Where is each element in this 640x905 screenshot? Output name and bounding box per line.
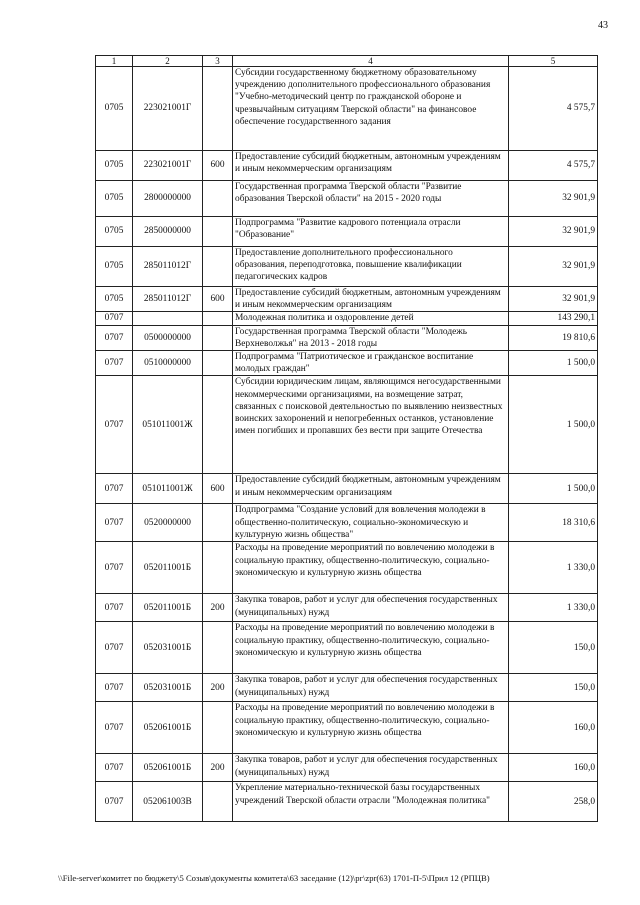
sum-cell: 32 901,9 bbox=[509, 287, 598, 312]
section-cell: 0707 bbox=[96, 351, 133, 376]
item-name-cell: Субсидии юридическим лицам, являющимся негосударственными некоммерческими организациями, на возмещение затрат, связанных с поисковой деятельностью по выявлению неизвестных воинских захоронений и непогребенных останков, установление имен погибших и пропавших без вести при защите Отечества bbox=[233, 376, 509, 474]
column-header-sum: 5 bbox=[509, 56, 598, 67]
table-row bbox=[96, 474, 598, 504]
column-header-expense-type: 3 bbox=[203, 56, 233, 67]
footer-file-path: \\File-server\комитет по бюджету\5 Созыв\документы комитета\63 заседание (12)\рг\zpr(63) 1701-П-5\Прил 12 (РПЦВ) bbox=[58, 873, 490, 883]
table-row bbox=[96, 67, 598, 151]
section-cell: 0707 bbox=[96, 674, 133, 702]
sum-cell: 1 500,0 bbox=[509, 376, 598, 474]
sum-cell: 32 901,9 bbox=[509, 181, 598, 217]
table-row bbox=[96, 754, 598, 782]
section-cell: 0707 bbox=[96, 754, 133, 782]
column-header-section: 1 bbox=[96, 56, 133, 67]
target-code-cell: 0500000000 bbox=[133, 325, 203, 350]
expense-type-cell bbox=[203, 702, 233, 754]
budget-table bbox=[95, 55, 598, 822]
target-code-cell: 051011001Ж bbox=[133, 376, 203, 474]
section-cell: 0705 bbox=[96, 247, 133, 287]
section-cell: 0707 bbox=[96, 474, 133, 504]
expense-type-cell: 200 bbox=[203, 594, 233, 622]
table-row bbox=[96, 217, 598, 247]
table-row bbox=[96, 674, 598, 702]
expense-type-cell bbox=[203, 504, 233, 542]
item-name-cell: Предоставление субсидий бюджетным, автономным учреждениям и иным некоммерческим организациям bbox=[233, 151, 509, 181]
table-row bbox=[96, 622, 598, 674]
item-name-cell: Подпрограмма "Создание условий для вовлечения молодежи в общественно-политическую, социально-экономическую и культурную жизнь общества" bbox=[233, 504, 509, 542]
target-code-cell: 052011001Б bbox=[133, 594, 203, 622]
sum-cell: 1 500,0 bbox=[509, 474, 598, 504]
table-row bbox=[96, 181, 598, 217]
expense-type-cell bbox=[203, 542, 233, 594]
sum-cell: 18 310,6 bbox=[509, 504, 598, 542]
target-code-cell: 052061001Б bbox=[133, 702, 203, 754]
table-row bbox=[96, 542, 598, 594]
section-cell: 0707 bbox=[96, 312, 133, 325]
sum-cell: 150,0 bbox=[509, 622, 598, 674]
expense-type-cell bbox=[203, 622, 233, 674]
sum-cell: 32 901,9 bbox=[509, 247, 598, 287]
target-code-cell: 052031001Б bbox=[133, 674, 203, 702]
expense-type-cell bbox=[203, 325, 233, 350]
section-cell: 0707 bbox=[96, 702, 133, 754]
target-code-cell: 2850000000 bbox=[133, 217, 203, 247]
item-name-cell: Предоставление субсидий бюджетным, автономным учреждениям и иным некоммерческим организациям bbox=[233, 474, 509, 504]
expense-type-cell bbox=[203, 247, 233, 287]
item-name-cell: Расходы на проведение мероприятий по вовлечению молодежи в социальную практику, общественно-политическую, социально-экономическую и культурную жизнь общества bbox=[233, 622, 509, 674]
expense-type-cell bbox=[203, 181, 233, 217]
target-code-cell: 2800000000 bbox=[133, 181, 203, 217]
sum-cell: 4 575,7 bbox=[509, 67, 598, 151]
section-cell: 0705 bbox=[96, 287, 133, 312]
target-code-cell: 223021001Г bbox=[133, 151, 203, 181]
section-cell: 0705 bbox=[96, 67, 133, 151]
sum-cell: 160,0 bbox=[509, 754, 598, 782]
sum-cell: 4 575,7 bbox=[509, 151, 598, 181]
item-name-cell: Предоставление субсидий бюджетным, автономным учреждениям и иным некоммерческим организациям bbox=[233, 287, 509, 312]
item-name-cell: Закупка товаров, работ и услуг для обеспечения государственных (муниципальных) нужд bbox=[233, 594, 509, 622]
section-cell: 0705 bbox=[96, 217, 133, 247]
item-name-cell: Закупка товаров, работ и услуг для обеспечения государственных (муниципальных) нужд bbox=[233, 754, 509, 782]
table-row bbox=[96, 151, 598, 181]
item-name-cell: Подпрограмма "Развитие кадрового потенциала отрасли "Образование" bbox=[233, 217, 509, 247]
item-name-cell: Расходы на проведение мероприятий по вовлечению молодежи в социальную практику, общественно-политическую, социально-экономическую и культурную жизнь общества bbox=[233, 542, 509, 594]
expense-type-cell: 200 bbox=[203, 754, 233, 782]
expense-type-cell bbox=[203, 67, 233, 151]
section-cell: 0707 bbox=[96, 504, 133, 542]
sum-cell: 143 290,1 bbox=[509, 312, 598, 325]
table-row bbox=[96, 504, 598, 542]
column-header-name: 4 bbox=[233, 56, 509, 67]
table-row bbox=[96, 325, 598, 350]
section-cell: 0707 bbox=[96, 782, 133, 822]
column-header-code: 2 bbox=[133, 56, 203, 67]
target-code-cell: 285011012Г bbox=[133, 247, 203, 287]
target-code-cell: 052011001Б bbox=[133, 542, 203, 594]
sum-cell: 1 500,0 bbox=[509, 351, 598, 376]
table-header-row bbox=[96, 56, 598, 67]
table-row bbox=[96, 287, 598, 312]
item-name-cell: Расходы на проведение мероприятий по вовлечению молодежи в социальную практику, общественно-политическую, социально-экономическую и культурную жизнь общества bbox=[233, 702, 509, 754]
item-name-cell: Укрепление материально-технической базы государственных учреждений Тверской области отрасли "Молодежная политика" bbox=[233, 782, 509, 822]
section-cell: 0707 bbox=[96, 594, 133, 622]
item-name-cell: Субсидии государственному бюджетному образовательному учреждению дополнительного профессионального образования "Учебно-методический центр по гражданской обороне и чрезвычайным ситуациям Тверской области" на финансовое обеспечение государственного задания bbox=[233, 67, 509, 151]
table-row bbox=[96, 594, 598, 622]
target-code-cell: 223021001Г bbox=[133, 67, 203, 151]
item-name-cell: Предоставление дополнительного профессионального образования, переподготовка, повышение квалификации педагогических кадров bbox=[233, 247, 509, 287]
table-row bbox=[96, 312, 598, 325]
expense-type-cell: 200 bbox=[203, 674, 233, 702]
target-code-cell: 0510000000 bbox=[133, 351, 203, 376]
target-code-cell: 052031001Б bbox=[133, 622, 203, 674]
target-code-cell bbox=[133, 312, 203, 325]
sum-cell: 1 330,0 bbox=[509, 542, 598, 594]
table-row bbox=[96, 376, 598, 474]
section-cell: 0707 bbox=[96, 376, 133, 474]
sum-cell: 160,0 bbox=[509, 702, 598, 754]
target-code-cell: 0520000000 bbox=[133, 504, 203, 542]
item-name-cell: Молодежная политика и оздоровление детей bbox=[233, 312, 509, 325]
section-cell: 0707 bbox=[96, 325, 133, 350]
sum-cell: 32 901,9 bbox=[509, 217, 598, 247]
target-code-cell: 052061003В bbox=[133, 782, 203, 822]
expense-type-cell: 600 bbox=[203, 474, 233, 504]
target-code-cell: 052061001Б bbox=[133, 754, 203, 782]
item-name-cell: Подпрограмма "Патриотическое и гражданское воспитание молодых граждан" bbox=[233, 351, 509, 376]
sum-cell: 19 810,6 bbox=[509, 325, 598, 350]
sum-cell: 150,0 bbox=[509, 674, 598, 702]
section-cell: 0705 bbox=[96, 181, 133, 217]
expense-type-cell bbox=[203, 351, 233, 376]
section-cell: 0707 bbox=[96, 542, 133, 594]
sum-cell: 1 330,0 bbox=[509, 594, 598, 622]
item-name-cell: Государственная программа Тверской области "Развитие образования Тверской области" на 2015 - 2020 годы bbox=[233, 181, 509, 217]
expense-type-cell: 600 bbox=[203, 287, 233, 312]
item-name-cell: Закупка товаров, работ и услуг для обеспечения государственных (муниципальных) нужд bbox=[233, 674, 509, 702]
section-cell: 0705 bbox=[96, 151, 133, 181]
expense-type-cell bbox=[203, 217, 233, 247]
table-row bbox=[96, 782, 598, 822]
table-row bbox=[96, 247, 598, 287]
sum-cell: 258,0 bbox=[509, 782, 598, 822]
expense-type-cell bbox=[203, 312, 233, 325]
section-cell: 0707 bbox=[96, 622, 133, 674]
page-number: 43 bbox=[598, 20, 608, 31]
table-row bbox=[96, 702, 598, 754]
item-name-cell: Государственная программа Тверской области "Молодежь Верхневолжья" на 2013 - 2018 годы bbox=[233, 325, 509, 350]
expense-type-cell: 600 bbox=[203, 151, 233, 181]
target-code-cell: 285011012Г bbox=[133, 287, 203, 312]
expense-type-cell bbox=[203, 782, 233, 822]
target-code-cell: 051011001Ж bbox=[133, 474, 203, 504]
table-row bbox=[96, 351, 598, 376]
expense-type-cell bbox=[203, 376, 233, 474]
